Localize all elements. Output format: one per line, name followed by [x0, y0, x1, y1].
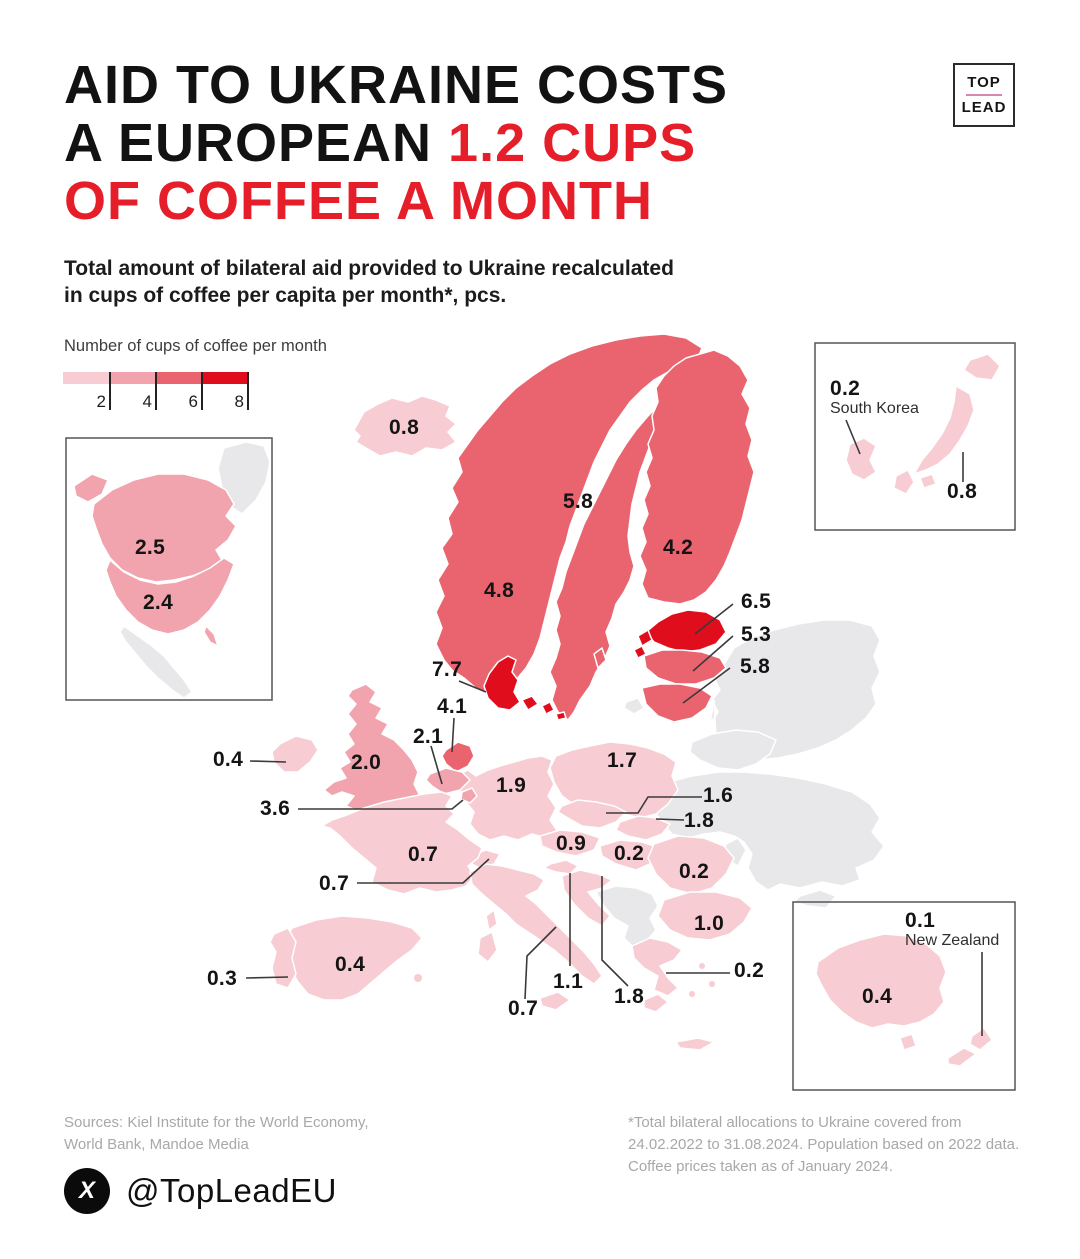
map-label-belgium: 2.1	[412, 725, 444, 748]
country-austria	[540, 830, 600, 856]
map-label-australia: 0.4	[861, 985, 893, 1008]
map-label-france: 0.7	[407, 843, 439, 866]
map-label-lithuania: 5.8	[739, 655, 771, 678]
map-label-south-korea: 0.2	[830, 377, 861, 400]
map-label-czechia: 1.6	[702, 784, 734, 807]
sources-text: Sources: Kiel Institute for the World Economy, World Bank, Mandoe Media	[64, 1114, 369, 1153]
country-bulgaria	[658, 892, 752, 940]
title-line-2: A EUROPEAN 1.2 CUPS	[64, 113, 697, 173]
map-label-slovenia: 1.1	[552, 970, 584, 993]
chart-subtitle: Total amount of bilateral aid provided to Ukraine recalculated in cups of coffee per capita per month*, pcs.	[64, 257, 674, 307]
island-hokkaido	[964, 354, 1000, 380]
island-sardinia	[478, 932, 497, 962]
island-bornholm	[556, 712, 566, 720]
map-label-new-zealand: 0.1	[905, 909, 936, 932]
country-spain	[286, 916, 422, 1000]
map-label-hungary: 0.2	[613, 842, 645, 865]
island-honshu	[914, 386, 974, 474]
map-label-uk: 2.0	[350, 751, 382, 774]
island-shikoku	[920, 474, 936, 488]
country-france	[322, 792, 482, 894]
map-label-iceland: 0.8	[388, 416, 420, 439]
country-greece	[632, 938, 682, 996]
legend-tick-label: 6	[188, 392, 198, 411]
country-kaliningrad	[624, 698, 644, 714]
island-corsica	[486, 910, 497, 930]
island-nz-south	[948, 1048, 976, 1066]
country-united-kingdom	[324, 684, 420, 812]
callout-line-slovakia	[656, 819, 684, 820]
map-label-austria: 0.9	[555, 832, 587, 855]
map-label-japan: 0.8	[946, 480, 978, 503]
map-label-portugal: 0.3	[206, 967, 238, 990]
region-florida	[204, 626, 218, 646]
title-line-1: AID TO UKRAINE COSTS	[64, 55, 729, 115]
map-label-latvia: 5.3	[740, 623, 772, 646]
title-highlight: 1.2 CUPS	[448, 113, 697, 173]
map-label-germany: 1.9	[495, 774, 527, 797]
map-label-south-korea-name: South Korea	[830, 400, 919, 417]
greek-island	[709, 981, 715, 987]
map-label-norway: 4.8	[483, 579, 515, 602]
country-australia	[816, 934, 946, 1028]
map-label-estonia: 6.5	[740, 590, 772, 613]
legend-tick-label: 2	[96, 392, 106, 411]
map-label-switzerland: 0.7	[318, 872, 350, 895]
map-label-slovakia: 1.8	[683, 809, 715, 832]
map-label-canada: 2.5	[134, 536, 166, 559]
title-line-3: OF COFFEE A MONTH	[64, 171, 653, 231]
map-label-croatia: 1.8	[613, 985, 645, 1008]
country-belarus	[690, 730, 776, 770]
logo-top-text: TOP	[967, 74, 1001, 91]
country-romania	[648, 836, 734, 894]
island-kyushu	[894, 470, 914, 494]
country-mexico	[120, 626, 192, 698]
island-crete	[676, 1038, 714, 1050]
map-label-denmark: 7.7	[431, 658, 463, 681]
footnote-text: *Total bilateral allocations to Ukraine covered from 24.02.2022 to 31.08.2024. Population based on 2022 data. Coffee prices taken as of January 2024.	[628, 1114, 1020, 1175]
island-nz-north	[970, 1028, 992, 1050]
country-portugal	[270, 928, 296, 988]
x-twitter-icon: X	[64, 1168, 110, 1214]
island-zealand	[542, 702, 554, 714]
island-sicily	[540, 992, 570, 1010]
country-finland	[640, 350, 754, 604]
balearic-island	[414, 974, 422, 982]
legend-tick-label: 4	[142, 392, 152, 411]
logo-lead-text: LEAD	[961, 99, 1007, 116]
country-iceland	[354, 396, 456, 456]
map-label-finland: 4.2	[662, 536, 694, 559]
map-label-bulgaria: 1.0	[693, 912, 725, 935]
island-tasmania	[900, 1034, 916, 1050]
island-funen	[522, 696, 538, 710]
region-peloponnese	[644, 994, 668, 1012]
map-label-poland: 1.7	[606, 749, 638, 772]
map-label-greece: 0.2	[733, 959, 765, 982]
map-label-new-zealand-name: New Zealand	[905, 932, 1000, 949]
callout-line-portugal	[246, 977, 288, 978]
social-row	[64, 1168, 337, 1214]
country-estonia	[646, 610, 726, 652]
callout-line-ireland	[250, 761, 286, 762]
legend-tick-label: 8	[234, 392, 244, 411]
greek-island	[689, 991, 695, 997]
map-label-luxembourg: 3.6	[259, 797, 291, 820]
map-label-italy: 0.7	[507, 997, 539, 1020]
country-ireland	[272, 736, 318, 772]
greek-island	[699, 963, 705, 969]
legend-title: Number of cups of coffee per month	[64, 337, 327, 355]
map-label-usa: 2.4	[142, 591, 174, 614]
social-handle: @TopLeadEU	[126, 1172, 337, 1209]
map-label-netherlands: 4.1	[436, 695, 468, 718]
map-label-spain: 0.4	[334, 953, 366, 976]
map-label-romania: 0.2	[678, 860, 710, 883]
map-label-sweden: 5.8	[562, 490, 594, 513]
map-label-ireland: 0.4	[212, 748, 244, 771]
country-crimea	[794, 890, 836, 908]
country-south-korea	[846, 438, 876, 480]
